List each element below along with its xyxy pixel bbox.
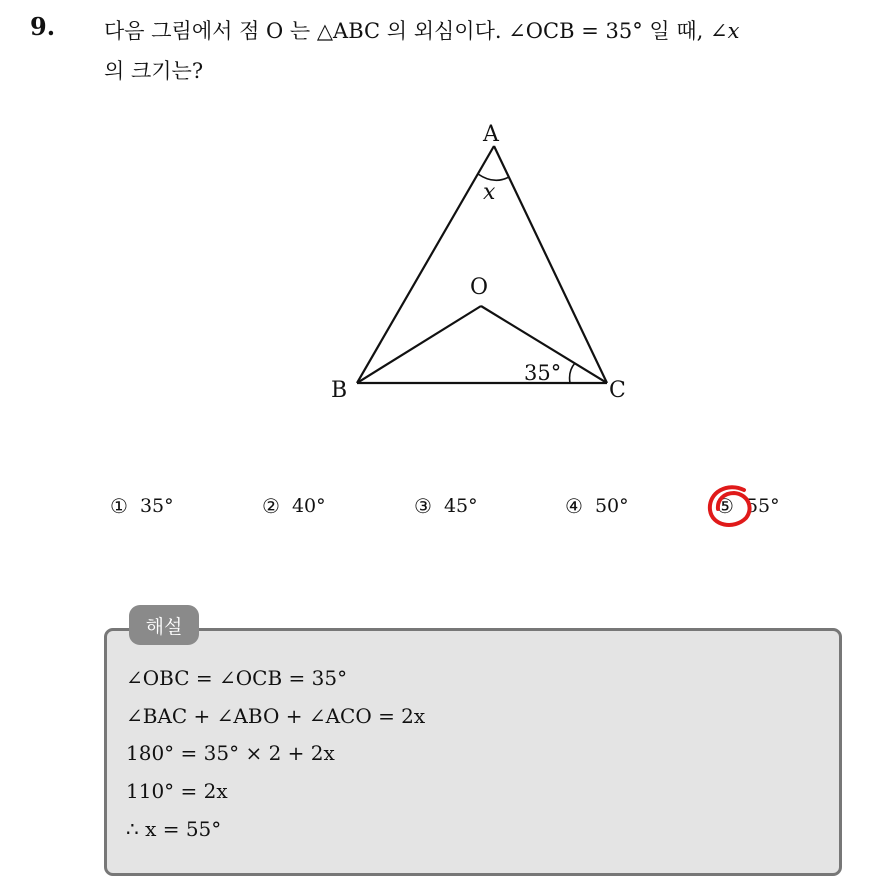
solution-line-1: ∠OBC = ∠OCB = 35° <box>126 666 348 690</box>
answer-circle-icon <box>704 484 756 532</box>
angle-arc-c <box>570 363 575 383</box>
question-number: 9. <box>30 12 56 41</box>
choice-2-mark: ② <box>262 494 280 518</box>
question-line1-text: 다음 그림에서 점 O 는 △ABC 의 외심이다. ∠OCB = 35° 일 때, ∠ <box>104 19 728 43</box>
solution-line-2: ∠BAC + ∠ABO + ∠ACO = 2x <box>126 704 426 728</box>
angle-label-x: x <box>483 180 496 205</box>
choice-1-mark: ① <box>110 494 128 518</box>
solution-line-4: 110° = 2x <box>126 779 228 803</box>
choice-2-value: 40° <box>291 495 326 517</box>
question-text-line2: 의 크기는? <box>104 59 204 83</box>
choice-3-mark: ③ <box>414 494 432 518</box>
choice-1[interactable] <box>110 494 174 518</box>
choice-4-mark: ④ <box>565 494 583 518</box>
choice-5-value: 55° <box>745 495 780 517</box>
choice-3[interactable] <box>414 494 478 518</box>
choice-5-mark: ⑤ <box>716 494 734 518</box>
solution-line-3: 180° = 35° × 2 + 2x <box>126 741 335 765</box>
angle-label-35: 35° <box>524 361 562 385</box>
solution-title-badge: 해설 <box>129 605 199 645</box>
label-c: C <box>609 378 626 403</box>
side-ab <box>357 146 494 383</box>
choice-4[interactable] <box>565 494 629 518</box>
label-a: A <box>483 122 499 147</box>
label-o: O <box>470 275 489 300</box>
question-variable: x <box>727 19 740 43</box>
label-b: B <box>331 378 348 403</box>
choice-4-value: 50° <box>594 495 629 517</box>
choice-2[interactable] <box>262 494 326 518</box>
choice-3-value: 45° <box>443 495 478 517</box>
solution-line-5: ∴ x = 55° <box>126 817 222 841</box>
segment-ob <box>357 306 481 383</box>
choice-1-value: 35° <box>139 495 174 517</box>
